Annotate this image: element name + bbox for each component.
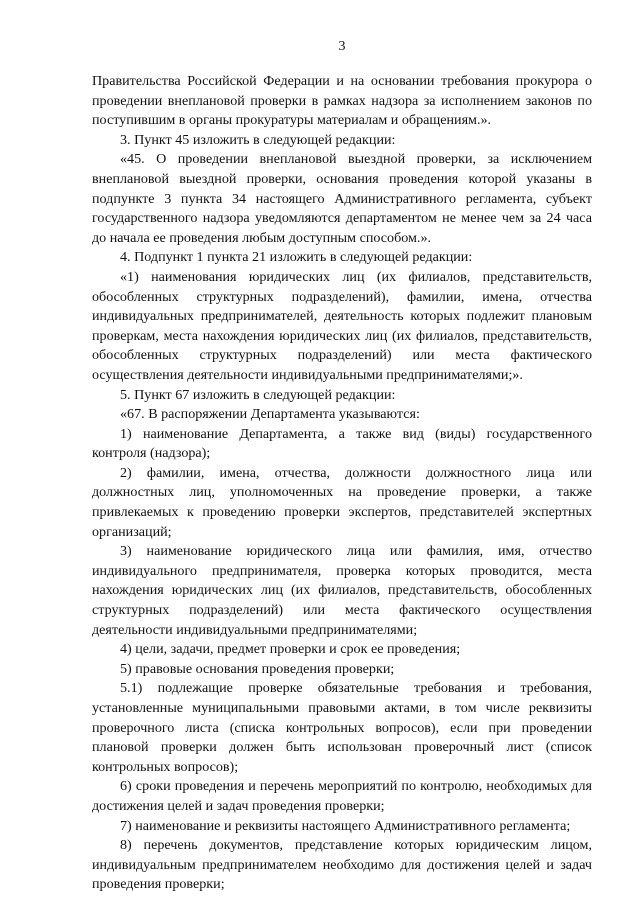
paragraph-continuation: Правительства Российской Федерации и на основании требования прокурора о проведении внеплановой проверки в рамках надзора за исполнением законов по поступившим в органы прокуратуры материалам и обращениям.».: [92, 73, 592, 129]
paragraph-item-5: 5. Пункт 67 изложить в следующей редакции:: [120, 386, 396, 403]
paragraph-item-3: 3. Пункт 45 изложить в следующей редакции:: [120, 131, 396, 148]
document-body: [92, 72, 592, 895]
list-item-8: 8) перечень документов, представление которых юридическим лицом, индивидуальным предпринимателем необходимо для достижения целей и задач проведения проверки;: [92, 837, 592, 893]
list-item-5: 5) правовые основания проведения проверки;: [120, 660, 395, 677]
list-item-5-1: 5.1) подлежащие проверке обязательные требования и требования, установленные муниципальными правовыми актами, в том числе реквизиты проверочного листа (списка контрольных вопросов), если при проведении плановой проверки должен быть использован проверочный лист (список контрольных вопросов);: [92, 680, 592, 775]
page-number: 3: [338, 39, 346, 54]
list-item-3: 3) наименование юридического лица или фамилия, имя, отчество индивидуального предпринимателя, проверка которых проводится, места нахождения юридических лиц (их филиалов, представительств, обособленных структурных подразделений) или места фактического осуществления деятельности индивидуальными предпринимателями;: [92, 543, 592, 638]
paragraph-clause-67: «67. В распоряжении Департамента указываются:: [120, 406, 420, 423]
paragraph-clause-45: «45. О проведении внеплановой выездной проверки, за исключением внеплановой выездной проверки, основания проведения которой указаны в подпункте 3 пункта 34 настоящего Административного регламента, субъект государственного надзора уведомляются департаментом не менее чем за 24 часа до начала ее проведения любым доступным способом.».: [92, 151, 592, 246]
list-item-6: 6) сроки проведения и перечень мероприятий по контролю, необходимых для достижения целей и задач проведения проверки;: [92, 778, 592, 814]
list-item-4: 4) цели, задачи, предмет проверки и срок ее проведения;: [120, 641, 461, 658]
paragraph-subclause-1: «1) наименования юридических лиц (их филиалов, представительств, обособленных структурных подразделений), фамилии, имена, отчества индивидуальных предпринимателей, деятельность которых подлежит плановым проверкам, места нахождения юридических лиц (их филиалов, представительств, обособленных структурных подразделений) или места фактического осуществления деятельности индивидуальными предпринимателями;».: [92, 268, 592, 383]
paragraph-item-4: 4. Подпункт 1 пункта 21 изложить в следующей редакции:: [120, 249, 473, 266]
list-item-1: 1) наименование Департамента, а также вид (виды) государственного контроля (надзора);: [92, 425, 592, 462]
list-item-2: 2) фамилии, имена, отчества, должности должностного лица или должностных лиц, уполномоченных на проведение проверки, а также привлекаемых к проведению проверки экспертов, представителей экспертных организаций;: [92, 464, 592, 540]
list-item-7: 7) наименование и реквизиты настоящего Административного регламента;: [120, 817, 571, 834]
